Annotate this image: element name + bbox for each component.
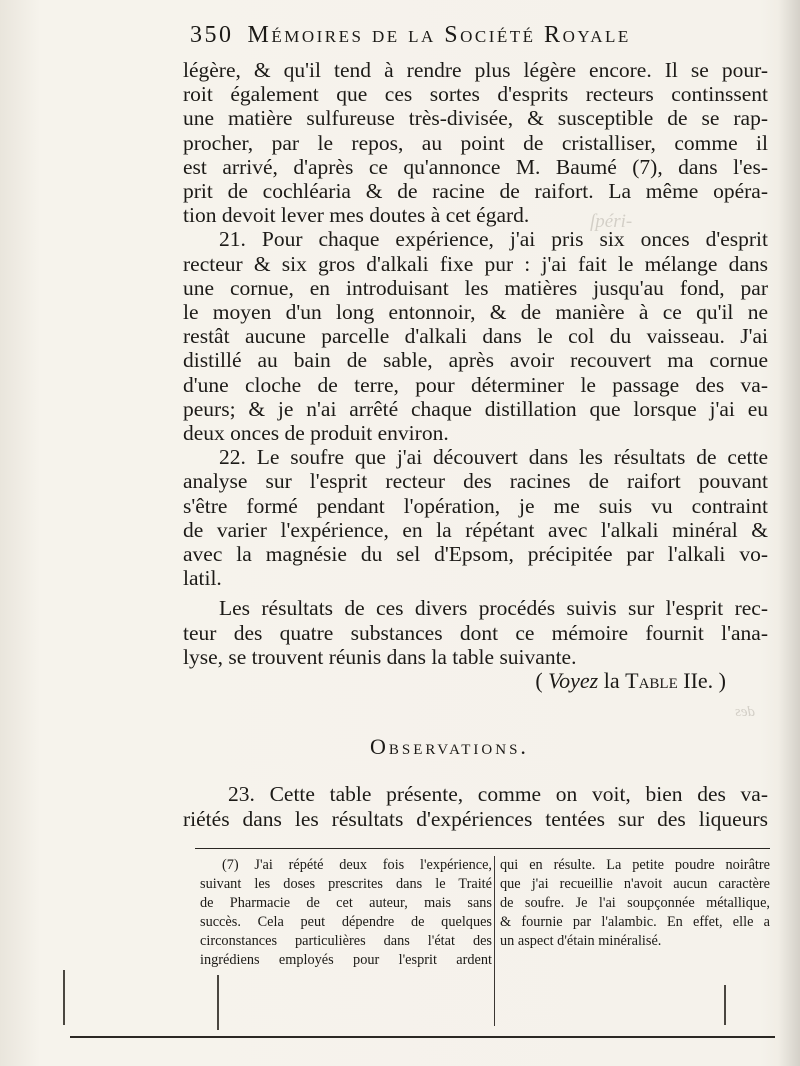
footnote-line: qui en résulte. La petite poudre noirâtre	[500, 857, 770, 873]
footnote-line: de Pharmacie de cet auteur, mais sans	[200, 895, 492, 911]
text-line: 23. Cette table présente, comme on voit, bien des va-	[228, 782, 768, 806]
table-reference	[183, 669, 768, 693]
text-line: 22. Le soufre que j'ai découvert dans les résultats de cette	[219, 445, 768, 470]
footnote-line: ingrédiens employés pour l'esprit ardent	[200, 952, 492, 968]
text-line: distillé au bain de sable, après avoir recouvert ma cornue	[183, 348, 768, 373]
footnote-line: & fournie par l'alambic. En effet, elle a	[500, 914, 770, 930]
text-line: deux onces de produit environ.	[183, 421, 449, 446]
paragraph-23	[183, 782, 768, 831]
table-word: Table	[625, 668, 678, 694]
scan-mark	[217, 975, 219, 1030]
text-line: est arrivé, d'après ce qu'annonce M. Baumé (7), dans l'es-	[183, 154, 768, 179]
text-line: peurs; & je n'ai arrêté chaque distillation que lorsque j'ai eu	[183, 396, 768, 421]
text-line: le moyen d'un long entonnoir, & de manière à ce qu'il ne	[183, 300, 768, 325]
text-line: une cornue, en introduisant les matières jusqu'au fond, par	[183, 275, 768, 300]
paragraph-20-continuation	[183, 58, 768, 227]
table-number: IIe.	[683, 668, 714, 694]
text-line: teur des quatre substances dont ce mémoire fournit l'ana-	[183, 620, 768, 645]
paragraph-22	[183, 445, 768, 590]
text-line: légère, & qu'il tend à rendre plus légère encore. Il se pour-	[183, 58, 768, 82]
text-line: restât aucune parcelle d'alkali dans le col du vaisseau. J'ai	[183, 324, 768, 349]
text-line: 21. Pour chaque expérience, j'ai pris six onces d'esprit	[219, 227, 768, 252]
text-line: une matière sulfureuse très-divisée, & susceptible de se rap-	[183, 106, 768, 131]
footnote-column-divider	[494, 856, 495, 1026]
la-word: la	[603, 668, 620, 694]
scan-mark	[63, 970, 65, 1025]
footnote-line: que j'ai recueillie n'avoit aucun caractère	[500, 876, 770, 892]
text-line: avec la magnésie du sel d'Epsom, précipitée par l'alkali vo-	[183, 542, 768, 567]
text-line: de varier l'expérience, en la répétant avec l'alkali minéral &	[183, 517, 768, 542]
main-text	[183, 58, 768, 693]
bleed-through-texture: des	[735, 704, 755, 720]
footnote-line: suivant les doses prescrites dans le Traité	[200, 876, 492, 892]
paragraph-21	[183, 227, 768, 445]
footnote-line: (7) J'ai répété deux fois l'expérience,	[222, 857, 492, 873]
paragraph-results	[183, 596, 768, 669]
text-line: latil.	[183, 566, 222, 591]
footnote-rule	[195, 848, 770, 849]
bleed-through-texture: ſpéri-	[590, 211, 633, 232]
text-line: analyse sur l'esprit recteur des racines de raifort pouvant	[183, 469, 768, 494]
running-head-title: Mémoires de la Société Royale	[247, 22, 631, 48]
footnote-left-column	[200, 856, 492, 970]
running-header	[190, 22, 710, 54]
text-line: roit également que ces sortes d'esprits recteurs continssent	[183, 82, 768, 107]
text-line: tion devoit lever mes doutes à cet égard.	[183, 203, 530, 228]
section-title: Observations.	[370, 734, 529, 759]
text-line: riétés dans les résultats d'expériences tentées sur des liqueurs	[183, 806, 768, 831]
footnote-line: de soufre. Je l'ai soupçonnée métallique,	[500, 895, 770, 911]
text-line: prit de cochléaria & de racine de raifort. La même opéra-	[183, 179, 768, 204]
text-line: recteur & six gros d'alkali fixe pur : j'ai fait le mélange dans	[183, 251, 768, 276]
scan-mark	[724, 985, 726, 1025]
text-line: Les résultats de ces divers procédés suivis sur l'esprit rec-	[219, 596, 768, 621]
footnote-line: circonstances particulières dans l'état des	[200, 933, 492, 949]
text-line: procher, par le repos, au point de cristalliser, comme il	[183, 130, 768, 155]
text-line: d'une cloche de terre, pour déterminer le passage des va-	[183, 372, 768, 397]
footnote-line: un aspect d'étain minéralisé.	[500, 933, 662, 949]
page-number: 350	[190, 22, 234, 48]
bottom-rule	[70, 1036, 775, 1038]
footnote-right-column	[500, 856, 770, 951]
paren-close: )	[718, 668, 726, 694]
footnote-line: succès. Cela peut dépendre de quelques	[200, 914, 492, 930]
text-line: s'être formé pendant l'opération, je me suis vu contraint	[183, 493, 768, 518]
paren-open: (	[535, 668, 543, 694]
page-edge-shadow	[778, 0, 800, 1066]
voyez-word: Voyez	[548, 668, 599, 694]
text-line: lyse, se trouvent réunis dans la table suivante.	[183, 644, 577, 669]
